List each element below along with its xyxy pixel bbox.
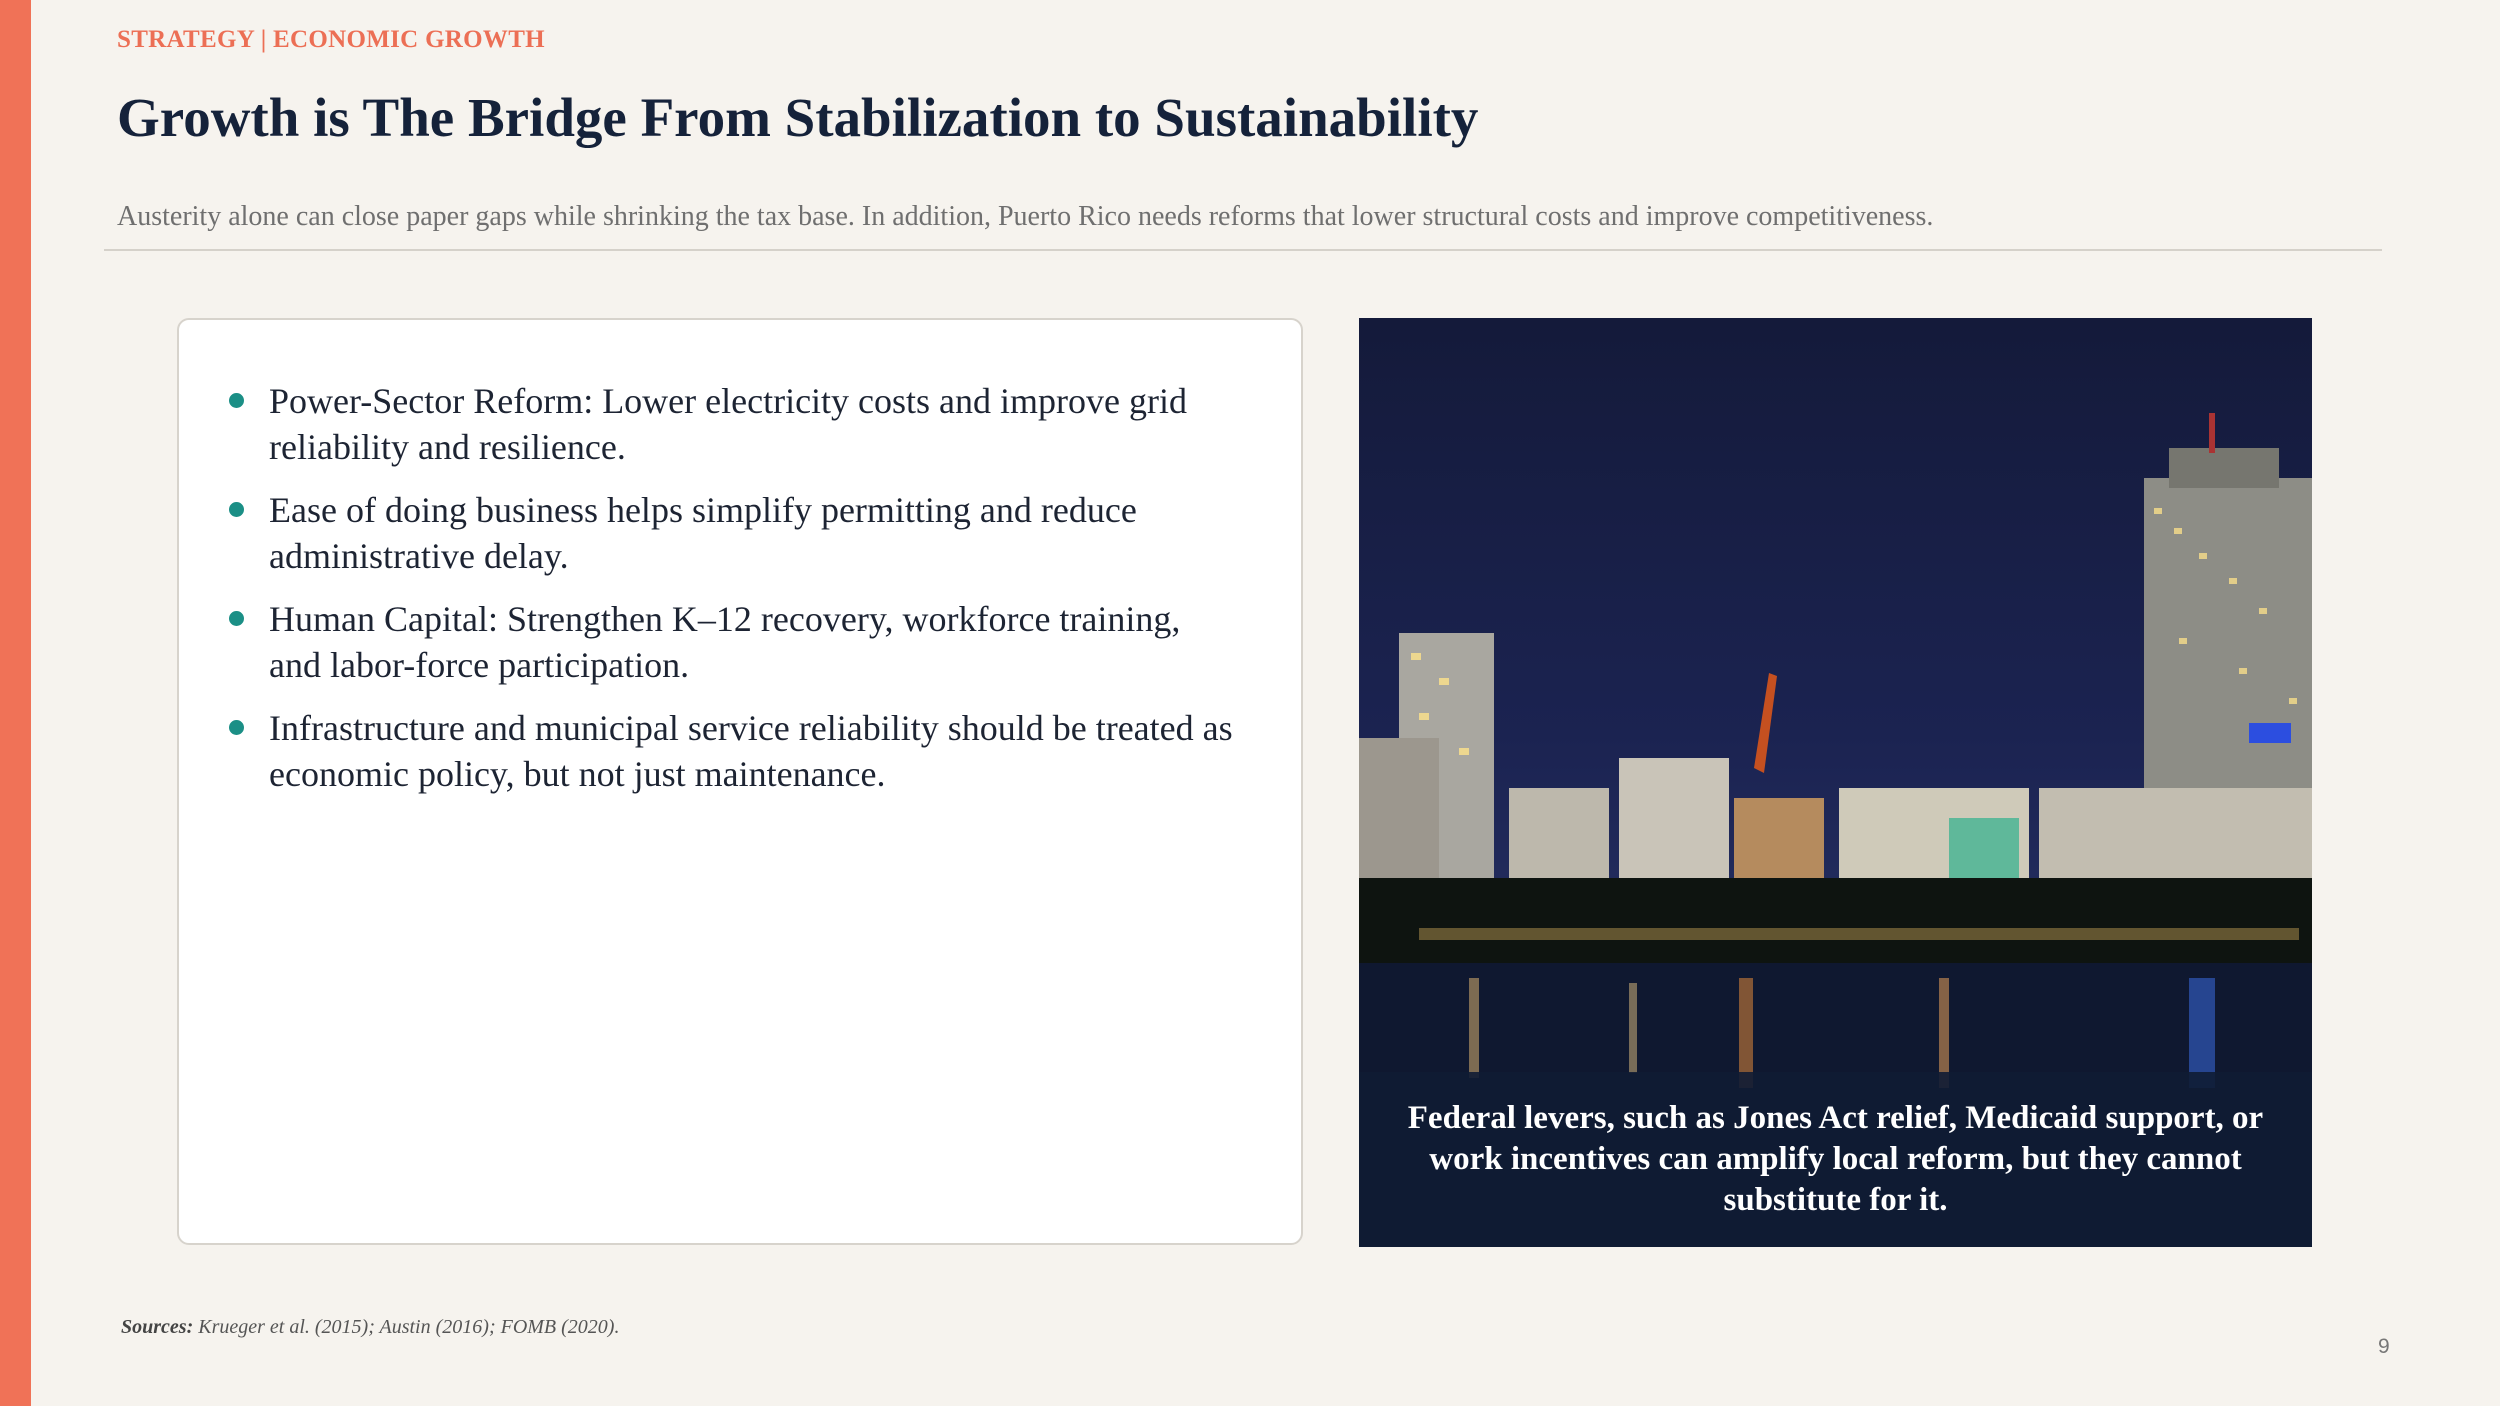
- photo-caption: Federal levers, such as Jones Act relief, Medicaid support, or work incentives can amplify local reform, but they cannot substitute for it.: [1407, 1100, 2264, 1218]
- page-title: Growth is The Bridge From Stabilization to Sustainability: [117, 87, 1479, 148]
- bullet-item: [269, 705, 1241, 797]
- bullet-text: Infrastructure and municipal service reliability should be treated as economic policy, but not just maintenance.: [269, 708, 1233, 794]
- bullet-text: Power-Sector Reform: Lower electricity costs and improve grid reliability and resilience.: [269, 381, 1187, 467]
- sources-label: Sources:: [121, 1316, 194, 1338]
- bullet-dot-icon: [229, 502, 244, 517]
- bullet-item: [269, 378, 1241, 470]
- bullet-text: Ease of doing business helps simplify permitting and reduce administrative delay.: [269, 490, 1137, 576]
- sources-text: Krueger et al. (2015); Austin (2016); FOMB (2020).: [198, 1316, 620, 1338]
- bullet-list: [179, 320, 1301, 797]
- header-divider: [104, 249, 2382, 251]
- page-number: 9: [2378, 1335, 2390, 1358]
- sources-note: [121, 1316, 619, 1339]
- bullet-item: [269, 596, 1241, 688]
- bullet-dot-icon: [229, 611, 244, 626]
- photo-caption-box: [1359, 1072, 2312, 1247]
- bullet-dot-icon: [229, 720, 244, 735]
- bullet-dot-icon: [229, 393, 244, 408]
- accent-bar: [0, 0, 31, 1406]
- page-subtitle: Austerity alone can close paper gaps while shrinking the tax base. In addition, Puerto Rico needs reforms that lower structural costs and improve competitiveness.: [117, 201, 1934, 232]
- bullet-text: Human Capital: Strengthen K–12 recovery, workforce training, and labor-force participation.: [269, 599, 1181, 685]
- section-eyebrow: STRATEGY | ECONOMIC GROWTH: [117, 26, 545, 53]
- bullet-card: [177, 318, 1303, 1245]
- bullet-item: [269, 487, 1241, 579]
- city-night-photo: [1359, 318, 2312, 1247]
